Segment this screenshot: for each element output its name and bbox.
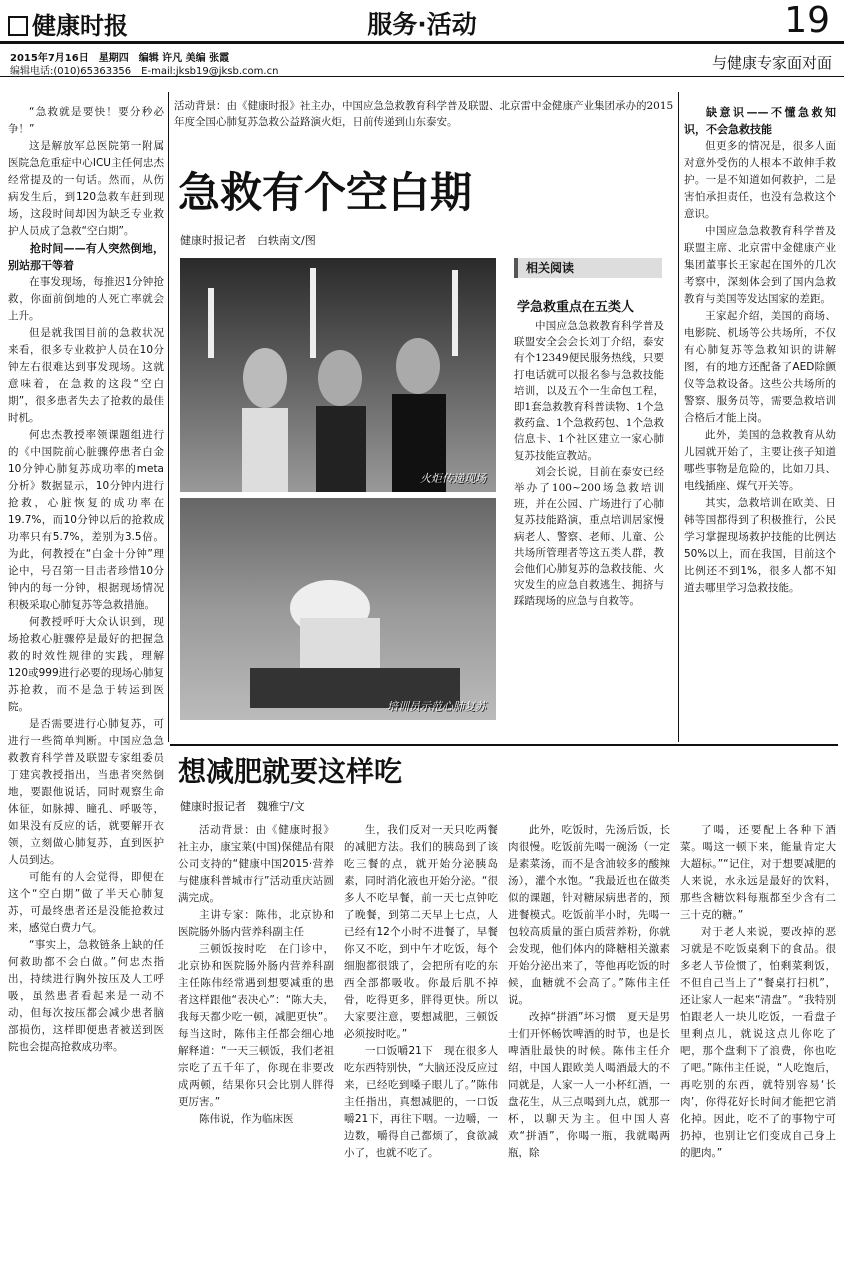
paragraph: 其实，急救培训在欧美、日韩等国都得到了积极推行，公民学习掌握现场救护技能的比例达50%以上，而在我国，目前这个比例还不到1%，很多人都不知道去哪里学习急救技能。 [684, 497, 836, 594]
paragraph: 何忠杰教授率领课题组进行的《中国院前心脏骤停患者白金10分钟心肺复苏成功率的meta分析》数据显示，10分钟内进行抢救，心脏恢复的成功率在19.7%，而10分钟以后的抢救成功率只有5.7%，差别为3.5倍。为此，何教授在“白金十分钟”理论中，号召第一目击者珍惜10分钟内的每一分钟，根据现场情况积极采取心肺复苏等急救措施。 [8, 429, 164, 611]
related-paragraph: 刘会长说，目前在泰安已经举办了100~200场急救培训班，并在公园、广场进行了心肺复苏技能路演，重点培训居家慢病老人、警察、老师、儿童、公共场所管理者等这五类人群，教会他们心肺复苏的急救技能、火灾发生的应急自救逃生、拥挤与踩踏现场的应急与自救等。 [514, 465, 664, 608]
paragraph: 此外，美国的急救教育从幼儿园就开始了，主要让孩子知道哪些事物是危险的，比如刀具、电线插座、煤气开关等。 [684, 429, 836, 492]
article2-byline: 健康时报记者 魏雅宁/文 [180, 800, 305, 813]
paragraph: 中国应急急救教育科学普及联盟主席、北京雷中金健康产业集团董事长王家起在国外的几次考察中，深刻体会到了国内急救教育与美国等发达国家的差距。 [684, 225, 836, 305]
subheading: 抢时间——有人突然倒地，别站那干等着 [8, 242, 164, 272]
photo1-caption: 火炬传递现场 [420, 472, 486, 485]
related-body [514, 318, 664, 610]
photo-cpr-demo [180, 498, 496, 720]
logo-text: 健康时报 [32, 11, 128, 40]
paragraph: 了喝，还要配上各种下酒菜。喝这一顿下来，能量肯定大大超标。”“记住，对于想要减肥的人来说，水永远是最好的饮料，那些含糖饮料每瓶都至少含有二三十克的糖。” [680, 824, 836, 921]
related-title: 学急救重点在五类人 [517, 300, 635, 315]
article1-column-4 [684, 104, 836, 744]
paragraph: 但是就我国目前的急救状况来看，很多专业救护人员在10分钟左右很难达到事发现场。这就意味着，在急救的这段“空白期”，很多患者失去了抢救的最佳时机。 [8, 327, 164, 424]
section-title: 服务·活动 [367, 10, 477, 39]
cpr-demo-illustration [180, 498, 496, 720]
article2-column-2 [344, 822, 498, 1268]
article1-column-1 [8, 104, 164, 1264]
article1-background: 活动背景：由《健康时报》社主办，中国应急急救教育科学普及联盟、北京雷中金健康产业集团承办的2015年度全国心肺复苏急救公益路演火炬，日前传递到山东泰安。 [174, 100, 674, 128]
section-slogan: 与健康专家面对面 [711, 54, 832, 72]
masthead [0, 0, 844, 44]
article2-column-4 [680, 822, 836, 1268]
page-number: 19 [784, 0, 830, 41]
paragraph: 对于老人来说，要改掉的恶习就是不吃饭桌剩下的食品。很多老人节俭惯了，怕剩菜剩饭，不但自己当上了“餐桌打扫机”，还让家人一起来“清盘”。“我特别怕跟老人一块儿吃饭，一看盘子里剩点儿，就说这点儿你吃了吧，那个盘剩下了浪费，你也吃了吧。”陈伟主任说，“人吃饱后，再吃别的东西，就特别容易‘长肉’，你得花好长时间才能把它消化掉。因此，吃不了的事物宁可扔掉，也别让它们变成自己身上的肥肉。” [680, 926, 836, 1159]
paragraph: 改掉“拼酒”坏习惯 夏天是男士们开怀畅饮啤酒的时节，也是长啤酒肚最快的时候。陈伟主任介绍，中国人跟欧美人喝酒最大的不同就是，人家一人一小杯红酒，一盘花生，从三点喝到九点，就那一杯，以聊天为主。但中国人喜欢“拼酒”，你喝一瓶，我就喝两瓶，除 [508, 1011, 670, 1159]
article1-headline: 急救有个空白期 [178, 168, 473, 217]
article2-column-3 [508, 822, 670, 1268]
column-rule [678, 92, 679, 742]
article2-column-1 [178, 822, 334, 1268]
article1-byline: 健康时报记者 白轶南文/图 [180, 234, 316, 247]
photo2-caption: 培训员示范心肺复苏 [387, 700, 486, 713]
paragraph: “事实上，急救链条上缺的任何救助都不会白做。”何忠杰指出，持续进行胸外按压及人工呼吸，虽然患者看起来是一动不动，但每次按压都会减少患者脑部损伤，这样即便患者被送到医院也会提高抢救成功率。 [8, 939, 164, 1053]
related-reading-header: 相关阅读 [514, 258, 662, 278]
paragraph: 生，我们反对一天只吃两餐的减肥方法。我们的胰岛到了该吃三餐的点，就开始分泌胰岛素，同时消化液也开始分泌。“很多人不吃早餐，前一天七点钟吃了晚餐，到第二天早上七点，人已经有12个小时不进餐了，早餐你又不吃，到中午才吃饭，每个细胞都很饿了，会把所有吃的东西全部都吸收。你最后肌不掉骨，吃得更多，胖得更快。所以大家要注意，要想减肥，三顿饭必须按时吃。” [344, 824, 498, 1040]
paragraph: 主讲专家：陈伟，北京协和医院肠外肠内营养科副主任 [178, 909, 334, 938]
photo-torch-relay [180, 258, 496, 492]
section-rule [170, 744, 838, 746]
paragraph: “急救就是要快！要分秒必争！” [8, 106, 164, 135]
paragraph: 在事发现场，每推迟1分钟抢救，你面前倒地的人死亡率就会上升。 [8, 276, 164, 322]
issue-info: 2015年7月16日 星期四 编辑 许凡 美编 张霞 [10, 53, 230, 64]
article2-headline: 想减肥就要这样吃 [178, 755, 403, 788]
subheading: 缺意识——不懂急救知识，不会急救技能 [684, 106, 836, 136]
contact-info: 编辑电话:(010)65363356 E-mail:jksb19@jksb.com.cn [10, 66, 279, 77]
paragraph: 此外，吃饭时，先汤后饭，长肉很慢。吃饭前先喝一碗汤（一定是素菜汤，而不是含油较多的酸辣汤），灌个水饱。“我最近也在做类似的课题，针对糖尿病患者的，预进餐模式。吃饭前半小时，先喝一包较高质量的蛋白质营养粉，你就会发现，他们体内的降糖相关激素开始分泌出来了，等他再吃饭的时候，血糖就不会高了。”陈伟主任说。 [508, 824, 670, 1006]
paragraph: 三顿饭按时吃 在门诊中，北京协和医院肠外肠内营养科副主任陈伟经常遇到想要减重的患者这样跟他“表决心”：“陈大夫，我每天都少吃一顿，减肥更快”。每当这时，陈伟主任都会细心地解释道：“一天三顿饭，我们老祖宗吃了五千年了，你现在非要改成两顿，结果你只会比别人胖得更厉害。” [178, 943, 334, 1108]
paragraph: 陈伟说，作为临床医 [199, 1113, 294, 1125]
paragraph: 活动背景：由《健康时报》社主办，康宝莱(中国)保健品有限公司支持的“健康中国2015·营养与健康科普城市行”活动重庆站圆满完成。 [178, 824, 334, 904]
torch-relay-illustration [180, 258, 496, 492]
column-rule [168, 92, 169, 742]
paragraph: 但更多的情况是，很多人面对意外受伤的人根本不敢伸手救护。一是不知道如何救护，二是害怕承担责任，也没有急救这个意识。 [684, 140, 836, 220]
paragraph: 这是解放军总医院第一附属医院急危重症中心ICU主任何忠杰经常提及的一句话。然而，从伤病发生后，到120急救车赶到现场，这段时间却因为缺乏专业救护人员成了急救“空白期”。 [8, 140, 164, 237]
paragraph: 可能有的人会觉得，即便在这个“空白期”做了半天心肺复苏，可最终患者还是没能抢救过来，感觉白费力气。 [8, 871, 164, 934]
paragraph: 何教授呼吁大众认识到，现场抢救心脏骤停是最好的把握急救的时效性规律的实践，理解120或999进行必要的现场心肺复苏抢救，而不是急于转运到医院。 [8, 616, 164, 713]
info-bar [0, 47, 844, 77]
paragraph: 王家起介绍，美国的商场、电影院、机场等公共场所，不仅有心肺复苏等急救知识的讲解图，有的地方还配备了AED除颤仪等急救设备。这些公共场所的警察、服务员等，需要急救培训合格后才能上岗。 [684, 310, 836, 424]
related-paragraph: 中国应急急救教育科学普及联盟安全会会长刘丁介绍，泰安有个12349便民服务热线，只要打电话就可以报名参与急救技能培训，以及五个一生命包工程，即1套急救教育科普读物、1个急救药盒、1个急救药包、1个急救信息卡、1个社区建立一家心肺复苏技能宣教站。 [514, 320, 664, 462]
paragraph: 是否需要进行心肺复苏，可进行一些简单判断。中国应急急救教育科学普及联盟专家组委员丁建宾教授指出，当患者突然倒地，要跟他说话，同时观察生命体征，如脉搏、瞳孔、呼吸等，如果没有反应的话，就要解开衣领，立刻做心肺复苏，直到医护人员到达。 [8, 718, 164, 866]
paragraph: 一口饭嚼21下 现在很多人吃东西特别快，“大脑还没反应过来，已经吃到嗓子眼儿了。”陈伟主任指出，真想减肥的，一口饭嚼21下，再往下咽。一边嚼，一边数，嚼得自己都烦了，食欲减小了，也就不吃了。 [344, 1045, 498, 1159]
